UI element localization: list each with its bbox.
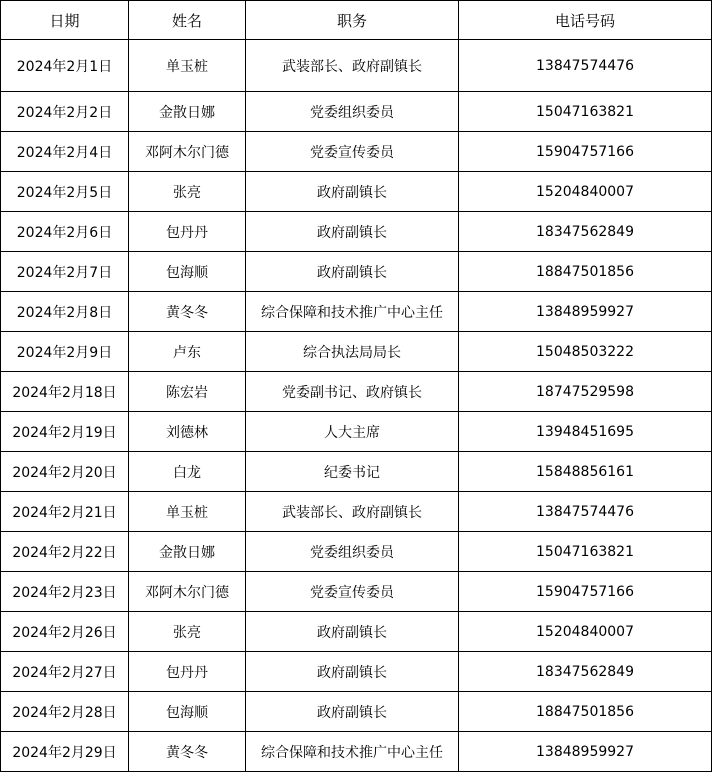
- cell-phone: 18847501856: [459, 252, 712, 292]
- cell-position: 政府副镇长: [246, 652, 459, 692]
- cell-phone: 15204840007: [459, 172, 712, 212]
- cell-position: 武装部长、政府副镇长: [246, 492, 459, 532]
- table-row: [1, 252, 712, 292]
- cell-position: 政府副镇长: [246, 172, 459, 212]
- cell-date: 2024年2月1日: [1, 40, 129, 92]
- cell-phone: 15048503222: [459, 332, 712, 372]
- header-row: [1, 1, 712, 40]
- cell-date: 2024年2月22日: [1, 532, 129, 572]
- cell-position: 政府副镇长: [246, 692, 459, 732]
- cell-date: 2024年2月5日: [1, 172, 129, 212]
- cell-position: 党委副书记、政府镇长: [246, 372, 459, 412]
- cell-date: 2024年2月28日: [1, 692, 129, 732]
- cell-phone: 13847574476: [459, 40, 712, 92]
- cell-name: 黄冬冬: [129, 292, 246, 332]
- table-row: [1, 572, 712, 612]
- cell-date: 2024年2月27日: [1, 652, 129, 692]
- table-row: [1, 92, 712, 132]
- cell-date: 2024年2月19日: [1, 412, 129, 452]
- cell-position: 综合执法局局长: [246, 332, 459, 372]
- cell-date: 2024年2月7日: [1, 252, 129, 292]
- cell-phone: 18347562849: [459, 212, 712, 252]
- cell-date: 2024年2月6日: [1, 212, 129, 252]
- cell-date: 2024年2月4日: [1, 132, 129, 172]
- table-body: [1, 40, 712, 772]
- table-row: [1, 40, 712, 92]
- cell-phone: 15204840007: [459, 612, 712, 652]
- cell-position: 党委宣传委员: [246, 132, 459, 172]
- cell-name: 包海顺: [129, 252, 246, 292]
- cell-position: 综合保障和技术推广中心主任: [246, 292, 459, 332]
- cell-position: 政府副镇长: [246, 212, 459, 252]
- table-row: [1, 292, 712, 332]
- cell-name: 邓阿木尔门德: [129, 132, 246, 172]
- cell-phone: 15047163821: [459, 532, 712, 572]
- cell-position: 党委组织委员: [246, 532, 459, 572]
- cell-name: 黄冬冬: [129, 732, 246, 772]
- table-row: [1, 412, 712, 452]
- cell-date: 2024年2月9日: [1, 332, 129, 372]
- table-row: [1, 692, 712, 732]
- cell-name: 包丹丹: [129, 212, 246, 252]
- table-row: [1, 492, 712, 532]
- header-name: 姓名: [129, 1, 246, 40]
- table-row: [1, 532, 712, 572]
- header-date: 日期: [1, 1, 129, 40]
- table-row: [1, 372, 712, 412]
- header-position: 职务: [246, 1, 459, 40]
- cell-name: 单玉桩: [129, 40, 246, 92]
- cell-name: 金散日娜: [129, 532, 246, 572]
- cell-name: 白龙: [129, 452, 246, 492]
- table-row: [1, 212, 712, 252]
- cell-phone: 18747529598: [459, 372, 712, 412]
- cell-phone: 13948451695: [459, 412, 712, 452]
- cell-phone: 13847574476: [459, 492, 712, 532]
- cell-date: 2024年2月2日: [1, 92, 129, 132]
- cell-date: 2024年2月18日: [1, 372, 129, 412]
- cell-position: 政府副镇长: [246, 612, 459, 652]
- table-row: [1, 732, 712, 772]
- cell-phone: 15904757166: [459, 572, 712, 612]
- cell-phone: 15848856161: [459, 452, 712, 492]
- table-row: [1, 132, 712, 172]
- cell-name: 包丹丹: [129, 652, 246, 692]
- cell-name: 卢东: [129, 332, 246, 372]
- cell-name: 刘德林: [129, 412, 246, 452]
- cell-position: 党委宣传委员: [246, 572, 459, 612]
- cell-position: 武装部长、政府副镇长: [246, 40, 459, 92]
- cell-name: 张亮: [129, 172, 246, 212]
- table-row: [1, 452, 712, 492]
- cell-name: 包海顺: [129, 692, 246, 732]
- cell-position: 综合保障和技术推广中心主任: [246, 732, 459, 772]
- cell-position: 人大主席: [246, 412, 459, 452]
- cell-date: 2024年2月23日: [1, 572, 129, 612]
- table-row: [1, 172, 712, 212]
- cell-date: 2024年2月26日: [1, 612, 129, 652]
- cell-date: 2024年2月29日: [1, 732, 129, 772]
- cell-position: 党委组织委员: [246, 92, 459, 132]
- cell-phone: 13848959927: [459, 292, 712, 332]
- table-row: [1, 332, 712, 372]
- cell-phone: 18347562849: [459, 652, 712, 692]
- cell-position: 纪委书记: [246, 452, 459, 492]
- cell-date: 2024年2月20日: [1, 452, 129, 492]
- cell-name: 金散日娜: [129, 92, 246, 132]
- cell-date: 2024年2月21日: [1, 492, 129, 532]
- cell-name: 张亮: [129, 612, 246, 652]
- cell-name: 单玉桩: [129, 492, 246, 532]
- table-row: [1, 612, 712, 652]
- cell-phone: 15904757166: [459, 132, 712, 172]
- cell-phone: 13848959927: [459, 732, 712, 772]
- cell-position: 政府副镇长: [246, 252, 459, 292]
- cell-phone: 18847501856: [459, 692, 712, 732]
- cell-phone: 15047163821: [459, 92, 712, 132]
- cell-date: 2024年2月8日: [1, 292, 129, 332]
- table-row: [1, 652, 712, 692]
- cell-name: 邓阿木尔门德: [129, 572, 246, 612]
- header-phone: 电话号码: [459, 1, 712, 40]
- table-header: [1, 1, 712, 40]
- cell-name: 陈宏岩: [129, 372, 246, 412]
